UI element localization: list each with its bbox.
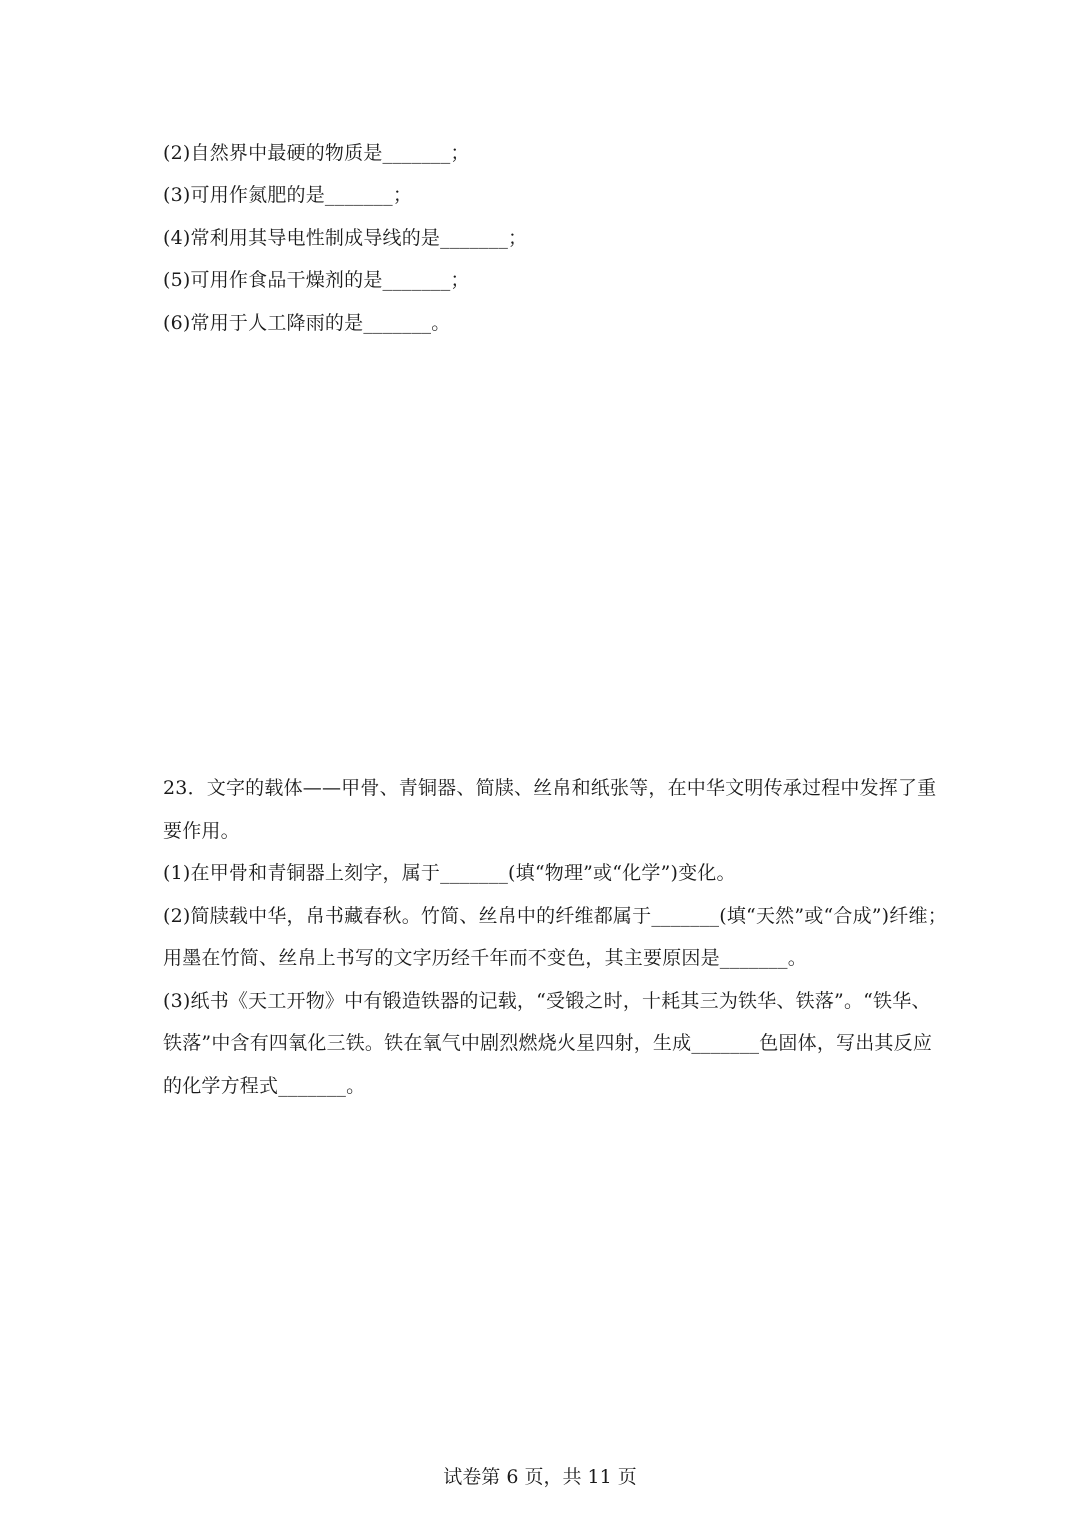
question-23-part-3-line-1: (3)纸书《天工开物》中有锻造铁器的记载，“受锻之时，十耗其三为铁华、铁落”。“铁华、 [163, 990, 931, 1012]
question-item-4: (4)常利用其导电性制成导线的是_______； [163, 227, 528, 249]
question-23-part-3-line-2: 铁落”中含有四氧化三铁。铁在氧气中剧烈燃烧火星四射，生成_______色固体，写出其反应 [163, 1032, 933, 1054]
question-23-stem-line-1: 23．文字的载体——甲骨、青铜器、简牍、丝帛和纸张等，在中华文明传承过程中发挥了重 [163, 777, 937, 799]
question-item-2: (2)自然界中最硬的物质是_______； [163, 142, 470, 164]
question-item-3: (3)可用作氮肥的是_______； [163, 184, 413, 206]
question-23-part-1: (1)在甲骨和青铜器上刻字，属于_______(填“物理”或“化学”)变化。 [163, 862, 736, 884]
question-23-part-3-line-3: 的化学方程式_______。 [163, 1075, 366, 1097]
question-23-stem-line-2: 要作用。 [163, 820, 240, 842]
question-item-5: (5)可用作食品干燥剂的是_______； [163, 269, 470, 291]
question-23-part-2-line-1: (2)简牍载中华，帛书藏春秋。竹简、丝帛中的纤维都属于_______(填“天然”或“合成”)纤维； [163, 905, 947, 927]
page-footer: 试卷第 6 页，共 11 页 [443, 1466, 637, 1488]
question-item-6: (6)常用于人工降雨的是_______。 [163, 312, 451, 334]
question-23-part-2-line-2: 用墨在竹简、丝帛上书写的文字历经千年而不变色，其主要原因是_______。 [163, 947, 807, 969]
